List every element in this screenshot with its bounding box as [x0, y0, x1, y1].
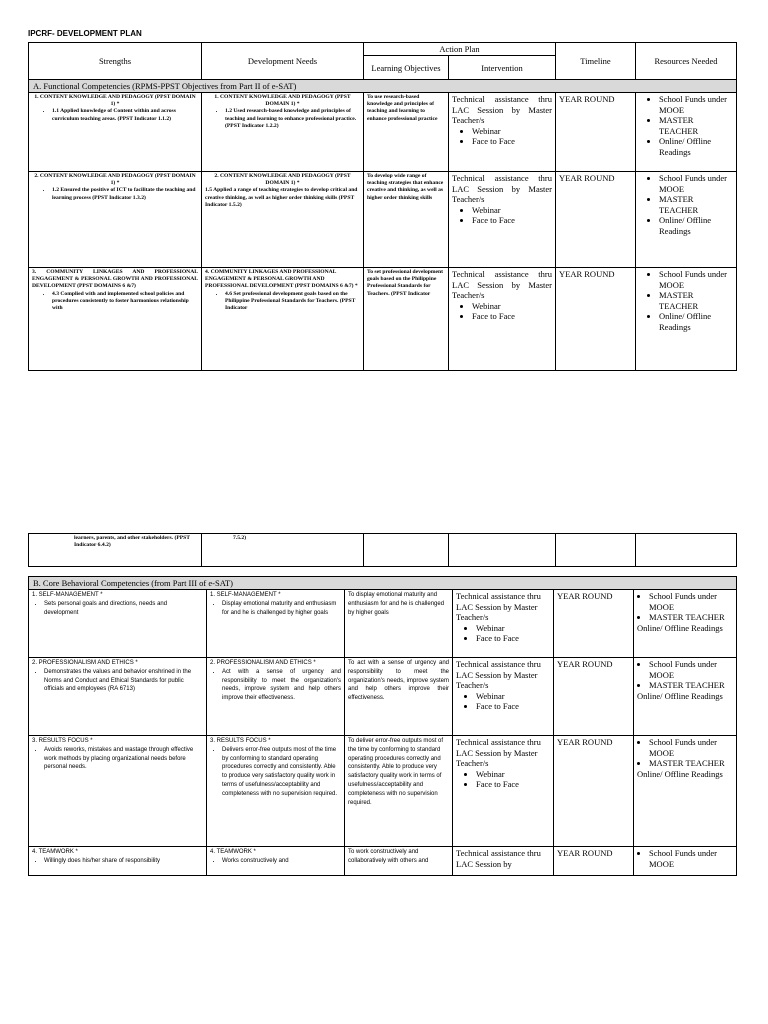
development-needs-header: Development Needs: [202, 43, 364, 80]
learning-objective: To work constructively and collaboratively with others and: [345, 847, 453, 876]
table-row: [29, 93, 737, 172]
resource-item: • MASTER TEACHER: [649, 680, 733, 691]
table-row: [29, 172, 737, 268]
need-item: • Act with a sense of urgency and responsibility to meet the organization's needs, improve system and help others improve their effectiveness.: [222, 668, 341, 703]
intervention-text: Technical assistance thru LAC Session by: [453, 847, 554, 876]
strength-continuation: learners, parents, and other stakeholders. (PPST Indicator 6.4.2): [74, 535, 190, 549]
resource-tail: Online/ Offline Readings: [637, 768, 723, 779]
intervention-text: Technical assistance thru LAC Session by Master Teacher/s: [456, 737, 541, 768]
timeline-value: YEAR ROUND: [556, 172, 636, 268]
timeline-value: YEAR ROUND: [556, 268, 636, 371]
learning-objective: To develop wide range of teaching strategies that enhance creative and thinking, as well as higher order thinking skills: [364, 172, 449, 268]
intervention-item: • Face to Face: [476, 701, 550, 712]
strengths-header: Strengths: [29, 43, 202, 80]
strength-item: • Willingly does his/her share of responsibility: [44, 857, 203, 866]
strength-heading: 2. CONTENT KNOWLEDGE AND PEDAGOGY (PPST DOMAIN 1) *: [34, 173, 196, 187]
strength-item: • Avoids reworks, mistakes and wastage through effective work methods by placing organizational needs before personal needs.: [44, 746, 203, 772]
need-item: • 1.2 Used research-based knowledge and principles of teaching and learning to enhance professional practice. (PPST Indicator 1.2.2): [225, 108, 360, 130]
learning-objective: To deliver error-free outputs most of the time by conforming to standard operating procedures correctly and consistently. Able to produce very satisfactory quality work in terms of usefulness/acceptability and completeness with no supervision required.: [345, 736, 453, 847]
intervention-item: • Webinar: [472, 301, 552, 312]
learning-objective: To use research-based knowledge and principles of teaching and learning to enhance professional practice: [364, 93, 449, 172]
section-a-title: A. Functional Competencies (RPMS-PPST Objectives from Part II of e-SAT): [29, 80, 737, 93]
strength-heading: 2. PROFESSIONALISM AND ETHICS *: [32, 660, 138, 666]
table-row: [29, 736, 737, 847]
timeline-value: YEAR ROUND: [554, 658, 634, 736]
intervention-item: • Face to Face: [472, 311, 552, 322]
need-heading: 1. CONTENT KNOWLEDGE AND PEDAGOGY (PPST DOMAIN 1) *: [214, 94, 351, 108]
timeline-value: YEAR ROUND: [554, 736, 634, 847]
resource-item: • MASTER TEACHER: [659, 115, 733, 136]
resource-item: • School Funds under MOOE: [649, 737, 733, 758]
need-item: • Display emotional maturity and enthusiasm for and he is challenged by higher goals: [222, 600, 341, 618]
intervention-text: Technical assistance thru LAC Session by Master Teacher/s: [452, 269, 552, 300]
need-heading: 2. PROFESSIONALISM AND ETHICS *: [210, 660, 316, 666]
need-item: 1.5 Applied a range of teaching strategies to develop critical and creative thinking, as well as higher order thinking skills (PPST Indicator 1.5.2): [205, 187, 358, 208]
strength-heading: 1. CONTENT KNOWLEDGE AND PEDAGOGY (PPST DOMAIN 1) *: [34, 94, 196, 108]
table-row: [29, 534, 737, 567]
resource-item: • Online/ Offline Readings: [659, 215, 733, 236]
table-row: [29, 268, 737, 371]
strength-heading: 3. COMMUNITY LINKAGES AND PROFESSIONAL ENGAGEMENT & PERSONAL GROWTH AND PROFESSIONAL DEVELOPMENT (PPST DOMAINS 6 &7): [32, 269, 198, 290]
resource-item: • MASTER TEACHER: [649, 758, 733, 769]
resource-item: • Online/ Offline Readings: [659, 136, 733, 157]
learning-objectives-header: Learning Objectives: [364, 56, 449, 80]
intervention-item: • Face to Face: [472, 136, 552, 147]
need-heading: 4. COMMUNITY LINKAGES AND PROFESSIONAL ENGAGEMENT & PERSONAL GROWTH AND PROFESSIONAL DEVELOPMENT (PPST DOMAINS 6 &7) *: [205, 269, 358, 290]
need-item: • 4.6 Set professional development goals based on the Philippine Professional Standards for Teachers. (PPST Indicator: [225, 291, 360, 313]
continuation-table: [28, 533, 737, 567]
intervention-item: • Webinar: [476, 623, 550, 634]
learning-objective: To set professional development goals based on the Philippine Professional Standards for Teachers. (PPST Indicator: [364, 268, 449, 371]
need-item: • Delivers error-free outputs most of the time by conforming to standard operating procedures correctly and consistently. Able to produce very satisfactory quality work in terms of usefulness/acceptability and completeness with no supervision required.: [222, 746, 341, 799]
strength-item: • 4.3 Complied with and implemented school policies and procedures consistently to foster harmonious relationship with: [52, 291, 198, 313]
intervention-item: • Webinar: [476, 769, 550, 780]
learning-objective: To act with a sense of urgency and responsibility to meet the organization's needs, improve system and help others improve their effectiveness.: [345, 658, 453, 736]
resource-item: • MASTER TEACHER: [659, 290, 733, 311]
table-row: [29, 590, 737, 658]
intervention-text: Technical assistance thru LAC Session by Master Teacher/s: [456, 659, 541, 690]
strength-item: • 1.2 Ensured the positive of ICT to facilitate the teaching and learning process (PPST Indicator 1.3.2): [52, 187, 198, 201]
resource-tail: Online/ Offline Readings: [637, 622, 723, 633]
table-row: [29, 847, 737, 876]
need-heading: 4. TEAMWORK *: [210, 849, 256, 855]
intervention-item: • Face to Face: [472, 215, 552, 226]
timeline-value: YEAR ROUND: [554, 590, 634, 658]
action-plan-header: Action Plan: [364, 43, 556, 56]
strength-item: • Demonstrates the values and behavior enshrined in the Norms and Conduct and Ethical Standards for public officials and employees (RA 6713): [44, 668, 203, 694]
resource-item: • School Funds under MOOE: [659, 173, 733, 194]
timeline-header: Timeline: [556, 43, 636, 80]
resource-item: • MASTER TEACHER: [649, 612, 733, 623]
intervention-item: • Webinar: [472, 205, 552, 216]
resource-tail: Online/ Offline Readings: [637, 690, 723, 701]
intervention-header: Intervention: [449, 56, 556, 80]
intervention-item: • Face to Face: [476, 633, 550, 644]
need-heading: 3. RESULTS FOCUS *: [210, 738, 271, 744]
development-plan-table-b: [28, 576, 737, 876]
resource-item: • School Funds under MOOE: [659, 94, 733, 115]
resource-item: • Online/ Offline Readings: [659, 311, 733, 332]
resource-item: • School Funds under MOOE: [649, 848, 733, 869]
document-title: IPCRF- DEVELOPMENT PLAN: [28, 29, 142, 38]
intervention-item: • Face to Face: [476, 779, 550, 790]
need-item: • Works constructively and: [222, 857, 341, 866]
need-heading: 2. CONTENT KNOWLEDGE AND PEDAGOGY (PPST DOMAIN 1) *: [214, 173, 351, 187]
resource-item: • School Funds under MOOE: [659, 269, 733, 290]
table-row: [29, 658, 737, 736]
strength-heading: 3. RESULTS FOCUS *: [32, 738, 93, 744]
need-heading: 1. SELF-MANAGEMENT *: [210, 592, 281, 598]
development-plan-table-a: [28, 42, 737, 371]
strength-heading: 4. TEAMWORK *: [32, 849, 78, 855]
timeline-value: YEAR ROUND: [554, 847, 634, 876]
intervention-text: Technical assistance thru LAC Session by Master Teacher/s: [452, 94, 552, 125]
section-b-title: B. Core Behavioral Competencies (from Part III of e-SAT): [29, 577, 737, 590]
resources-needed-header: Resources Needed: [636, 43, 737, 80]
need-continuation: 7.5.2): [233, 535, 247, 541]
strength-heading: 1. SELF-MANAGEMENT *: [32, 592, 103, 598]
resource-item: • School Funds under MOOE: [649, 591, 733, 612]
resource-item: • MASTER TEACHER: [659, 194, 733, 215]
learning-objective: To display emotional maturity and enthusiasm for and he is challenged by higher goals: [345, 590, 453, 658]
resource-item: • School Funds under MOOE: [649, 659, 733, 680]
intervention-text: Technical assistance thru LAC Session by Master Teacher/s: [452, 173, 552, 204]
intervention-item: • Webinar: [476, 691, 550, 702]
strength-item: • 1.1 Applied knowledge of Content within and across curriculum teaching areas. (PPST Indicator 1.1.2): [52, 108, 198, 122]
timeline-value: YEAR ROUND: [556, 93, 636, 172]
intervention-text: Technical assistance thru LAC Session by Master Teacher/s: [456, 591, 541, 622]
intervention-item: • Webinar: [472, 126, 552, 137]
strength-item: • Sets personal goals and directions, needs and development: [44, 600, 203, 618]
